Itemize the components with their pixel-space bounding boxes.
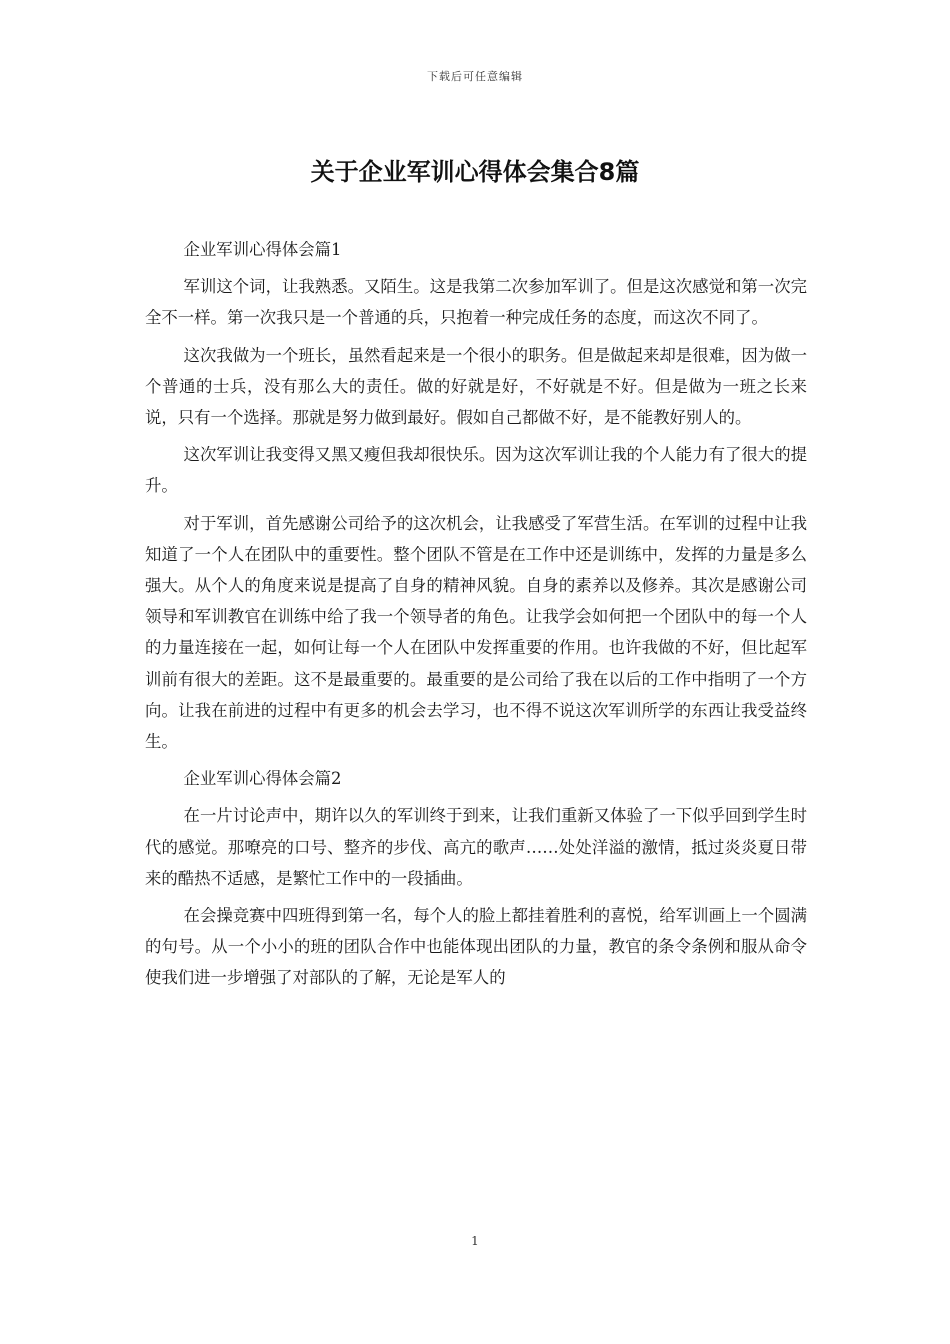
paragraph: 这次我做为一个班长，虽然看起来是一个很小的职务。但是做起来却是很难，因为做一个普通的士兵，没有那么大的责任。做的好就是好，不好就是不好。但是做为一班之长来说，只有一个选择。那就是努力做到最好。假如自己都做不好，是不能教好别人的。 <box>145 345 807 428</box>
document-title: 关于企业军训心得体会集合8篇 <box>310 158 640 186</box>
paragraph: 在会操竞赛中四班得到第一名，每个人的脸上都挂着胜利的喜悦，给军训画上一个圆满的句号。从一个小小的班的团队合作中也能体现出团队的力量，教官的条令条例和服从命令使我们进一步增强了对部队的了解，无论是军人的 <box>145 906 807 988</box>
section-heading-2: 企业军训心得体会篇2 <box>183 769 342 789</box>
paragraph: 军训这个词，让我熟悉。又陌生。这是我第二次参加军训了。但是这次感觉和第一次完全不一样。第一次我只是一个普通的兵，只抱着一种完成任务的态度，而这次不同了。 <box>145 277 807 328</box>
header-note: 下载后可任意编辑 <box>427 70 523 83</box>
section-heading-1: 企业军训心得体会篇1 <box>183 240 342 259</box>
paragraph: 这次军训让我变得又黑又瘦但我却很快乐。因为这次军训让我的个人能力有了很大的提升。 <box>145 445 807 496</box>
paragraph: 对于军训，首先感谢公司给予的这次机会，让我感受了军营生活。在军训的过程中让我知道了一个人在团队中的重要性。整个团队不管是在工作中还是训练中，发挥的力量是多么强大。从个人的角度来说是提高了自身的精神风貌。自身的素养以及修养。其次是感谢公司领导和军训教官在训练中给了我一个领导者的角色。让我学会如何把一个团队中的每一个人的力量连接在一起，如何让每一个人在团队中发挥重要的作用。也许我做的不好，但比起军训前有很大的差距。这不是最重要的。最重要的是公司给了我在以后的工作中指明了一个方向。让我在前进的过程中有更多的机会去学习，也不得不说这次军训所学的东西让我受益终生。 <box>145 513 807 752</box>
document-body <box>145 234 807 1000</box>
paragraph: 在一片讨论声中，期许以久的军训终于到来，让我们重新又体验了一下似乎回到学生时代的感觉。那嘹亮的口号、整齐的步伐、高亢的歌声……处处洋溢的激情，抵过炎炎夏日带来的酷热不适感，是繁忙工作中的一段插曲。 <box>145 806 807 888</box>
page-number: 1 <box>471 1234 479 1248</box>
